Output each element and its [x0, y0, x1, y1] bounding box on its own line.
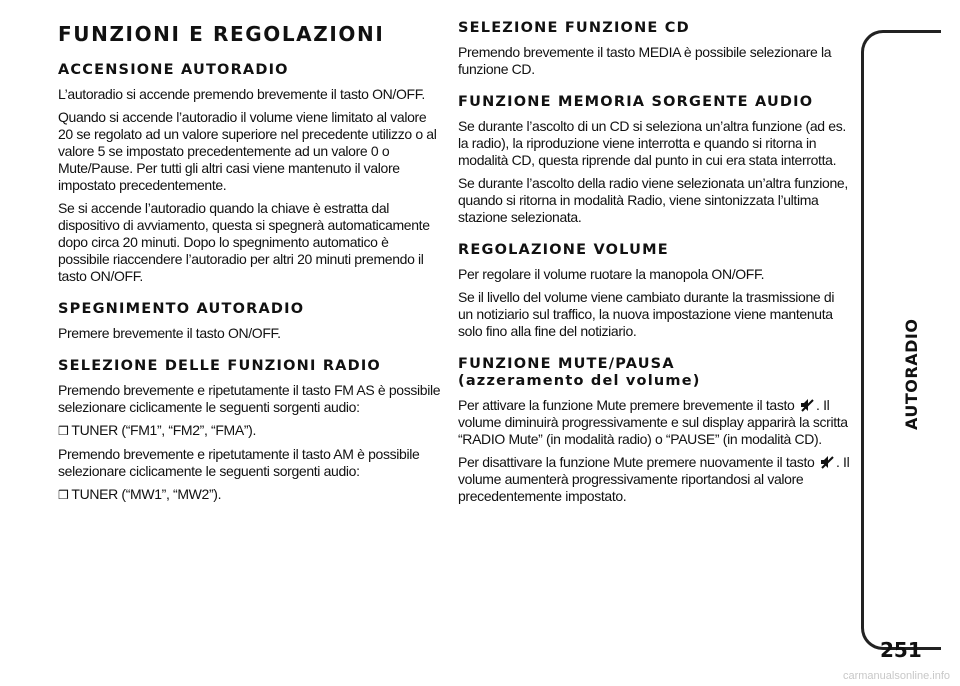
section-spegnimento: [58, 301, 443, 342]
paragraph: Premere brevemente il tasto ON/OFF.: [58, 325, 281, 341]
section-funzione-cd: [458, 20, 850, 78]
paragraph: Premendo brevemente e ripetutamente il tasto AM è possibile selezionare ciclicamente le seguenti sorgenti audio:: [58, 446, 420, 479]
section-regolazione-volume: [458, 242, 850, 340]
right-column: [458, 20, 850, 521]
paragraph: Se il livello del volume viene cambiato durante la trasmissione di un notiziario sul traffico, la nuova impostazione viene mantenuta solo fino alla fine del notiziario.: [458, 289, 835, 339]
section-funzioni-radio: [58, 358, 443, 504]
heading-regolazione-volume: REGOLAZIONE VOLUME: [458, 242, 669, 258]
paragraph: Se durante l’ascolto della radio viene selezionata un’altra funzione, quando si ritorna in modalità Radio, viene sintonizzata l’ultima stazione selezionata.: [458, 175, 848, 225]
heading-mute-pausa: FUNZIONE MUTE/PAUSA (azzeramento del volume): [458, 356, 701, 389]
side-tab: [861, 30, 941, 650]
mute-speaker-icon: [800, 398, 814, 412]
page-title: FUNZIONI E REGOLAZIONI: [58, 22, 385, 46]
heading-funzione-cd: SELEZIONE FUNZIONE CD: [458, 20, 690, 36]
mute-speaker-icon: [820, 455, 834, 469]
paragraph: Premendo brevemente il tasto MEDIA è possibile selezionare la funzione CD.: [458, 44, 832, 77]
section-accensione: [58, 62, 443, 285]
paragraph: L’autoradio si accende premendo brevemente il tasto ON/OFF.: [58, 86, 425, 102]
watermark: carmanualsonline.info: [842, 670, 950, 682]
left-column: [58, 22, 443, 520]
bullet-item: ❒ TUNER (“FM1”, “FM2”, “FMA”).: [58, 422, 443, 440]
paragraph: Per attivare la funzione Mute premere brevemente il tasto . Il volume diminuirà progressivamente e sul display apparirà la scritta “RADIO Mute” (in modalità radio) o “PAUSE” (in modalità CD).: [458, 397, 848, 447]
section-memoria-sorgente: [458, 94, 850, 226]
heading-memoria-sorgente: FUNZIONE MEMORIA SORGENTE AUDIO: [458, 94, 814, 110]
paragraph: Per regolare il volume ruotare la manopola ON/OFF.: [458, 266, 765, 282]
heading-spegnimento: SPEGNIMENTO AUTORADIO: [58, 301, 305, 317]
paragraph: Premendo brevemente e ripetutamente il tasto FM AS è possibile selezionare ciclicamente le seguenti sorgenti audio:: [58, 382, 441, 415]
heading-funzioni-radio: SELEZIONE DELLE FUNZIONI RADIO: [58, 358, 381, 374]
page-number: 251: [880, 638, 922, 662]
paragraph: Se si accende l’autoradio quando la chiave è estratta dal dispositivo di avviamento, questa si spegnerà automaticamente dopo circa 20 minuti. Dopo lo spegnimento automatico è possibile riaccendere l’autoradio per altri 20 minuti premendo il tasto ON/OFF.: [58, 200, 430, 284]
heading-accensione: ACCENSIONE AUTORADIO: [58, 62, 289, 78]
bullet-item: ❒ TUNER (“MW1”, “MW2”).: [58, 486, 443, 504]
paragraph: Quando si accende l’autoradio il volume viene limitato al valore 20 se regolato ad un valore superiore nel precedente utilizzo o al valore 5 se impostato precedentemente ad un valore 0 o Mute/Pause. Per tutti gli altri casi viene mantenuto il valore impostato precedentemente.: [58, 109, 437, 193]
paragraph: Per disattivare la funzione Mute premere nuovamente il tasto . Il volume aumenterà progressivamente riportandosi al valore precedentemente impostato.: [458, 454, 850, 504]
paragraph: Se durante l’ascolto di un CD si seleziona un’altra funzione (ad es. la radio), la riproduzione viene interrotta e quando si ritorna in modalità CD, questa riprende dal punto in cui era stata interrotta.: [458, 118, 846, 168]
section-mute-pausa: [458, 356, 850, 505]
